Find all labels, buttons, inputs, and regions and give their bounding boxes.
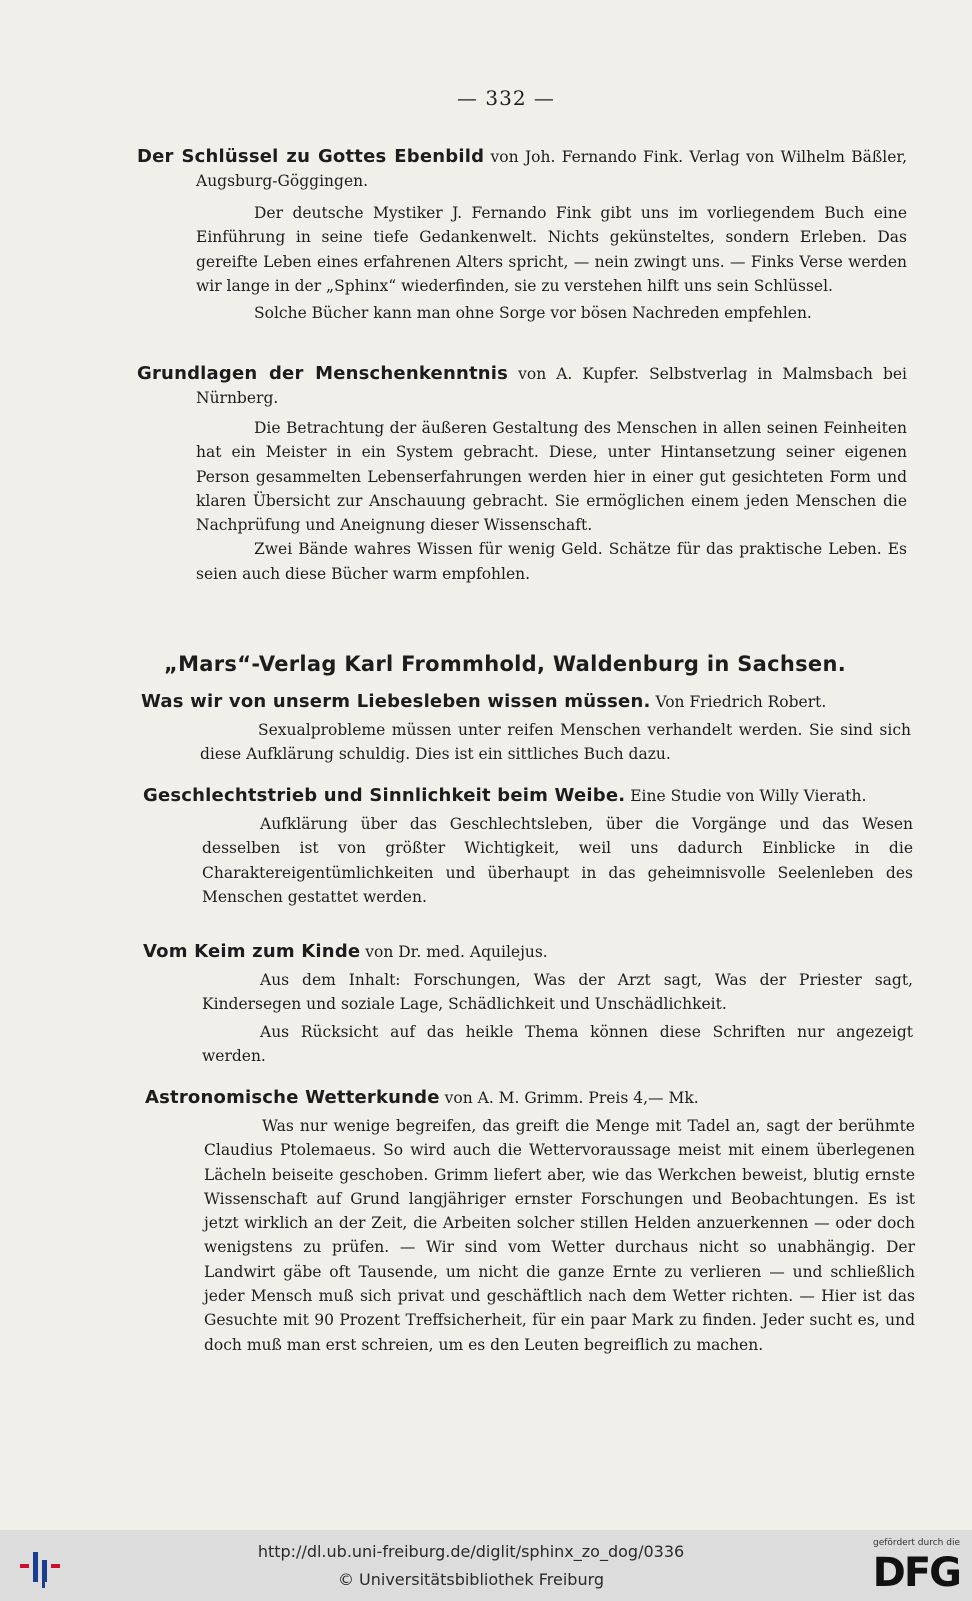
review-paragraph: Die Betrachtung der äußeren Gestaltung des Menschen in allen seinen Feinheiten hat ein Meister in ein System gebracht. Diese, unter Hintansetzung seiner eigenen Person gesammelten Lebenserfahrungen werden hier in einer gut gesichteten Form und klaren Übersicht zur Anschauung gebracht. Sie ermöglichen einem jeden Menschen die Nachprüfung und Aneignung dieser Wissenschaft. <box>196 419 907 535</box>
dfg-logo-text: DFG <box>872 1550 960 1596</box>
entry-heading <box>145 1086 915 1110</box>
book-meta: von A. M. Grimm. Preis 4,— Mk. <box>444 1089 699 1107</box>
review-paragraph: Sexualprobleme müssen unter reifen Menschen verhandelt werden. Sie sind sich diese Aufklärung schuldig. Dies ist ein sittliches Buch dazu. <box>200 721 911 764</box>
book-title: Vom Keim zum Kinde <box>143 941 361 962</box>
book-entry <box>137 362 907 586</box>
book-entry <box>137 145 907 325</box>
review-paragraph: Aus Rücksicht auf das heikle Thema können diese Schriften nur angezeigt werden. <box>202 1022 913 1065</box>
page-number: — 332 — <box>457 86 555 110</box>
book-entry <box>141 690 911 767</box>
publisher-heading: „Mars“-Verlag Karl Frommhold, Waldenburg in Sachsen. <box>164 652 847 676</box>
review-paragraph: Aus dem Inhalt: Forschungen, Was der Arzt sagt, Was der Priester sagt, Kindersegen und soziale Lage, Schädlichkeit und Unschädlichkeit. <box>202 971 913 1014</box>
book-meta: Von Friedrich Robert. <box>655 693 827 711</box>
review-paragraph: Der deutsche Mystiker J. Fernando Fink gibt uns im vorliegendem Buch eine Einführung in seine tiefe Gedankenwelt. Nichts gekünsteltes, sondern Erleben. Das gereifte Leben eines erfahrenen Alters spricht, — nein zwingt uns. — Finks Verse werden wir lange in der „Sphinx“ wiederfinden, sie zu verstehen hilft uns sein Schlüssel. <box>196 204 907 295</box>
entry-heading <box>143 940 913 964</box>
entry-heading <box>141 690 911 714</box>
book-entry <box>145 1086 915 1357</box>
entry-heading <box>137 145 907 193</box>
book-meta: von A. Kupfer. Selbstverlag in Malmsbach bei Nürnberg. <box>196 365 907 407</box>
review-paragraph: Aufklärung über das Geschlechtsleben, über die Vorgänge und das Wesen desselben ist von größter Wichtigkeit, weil uns dadurch Einblicke in die Charaktereigentümlichkeiten und überhaupt in das geheimnisvolle Seelenleben des Menschen gestattet werden. <box>202 815 913 906</box>
book-title: Grundlagen der Menschenkenntnis <box>137 363 509 384</box>
book-title: Der Schlüssel zu Gottes Ebenbild <box>137 146 485 167</box>
copyright-text: © Universitätsbibliothek Freiburg <box>337 1570 605 1589</box>
book-title: Astronomische Wetterkunde <box>145 1087 440 1108</box>
book-meta: von Dr. med. Aquilejus. <box>365 943 548 961</box>
review-paragraph: Was nur wenige begreifen, das greift die Menge mit Tadel an, sagt der berühmte Claudius Ptolemaeus. So wird auch die Wettervoraussage meist mit einem überlegenen Lächeln beiseite geschoben. Grimm liefert aber, wie das Werkchen beweist, blutig ernste Wissenschaft auf Grund langjähriger ernster Forschungen und Beobachtungen. Es ist jetzt wirklich an der Zeit, die Arbeiten solcher stillen Helden anzuerkennen — oder doch wenigstens zu prüfen. — Wir sind vom Wetter durchaus nicht so unabhängig. Der Landwirt gäbe oft Tausende, um nicht die ganze Ernte zu verlieren — und schließlich jeder Mensch muß sich privat und geschäftlich nach dem Wetter richten. — Hier ist das Gesuchte mit 90 Prozent Treffsicherheit, für ein paar Mark zu finden. Jeder sucht es, und doch muß man erst schreien, um es den Leuten begreiflich zu machen. <box>204 1117 915 1354</box>
dfg-sponsor-logo[interactable] <box>856 1538 966 1596</box>
book-meta: von Joh. Fernando Fink. Verlag von Wilhelm Bäßler, Augsburg-Göggingen. <box>196 148 908 190</box>
viewer-footer <box>0 1530 972 1601</box>
review-paragraph: Solche Bücher kann man ohne Sorge vor bösen Nachreden empfehlen. <box>254 304 812 323</box>
book-entry <box>143 784 913 909</box>
book-title: Geschlechtstrieb und Sinnlichkeit beim Weibe. <box>143 785 626 806</box>
review-paragraph: Zwei Bände wahres Wissen für wenig Geld. Schätze für das praktische Leben. Es seien auch diese Bücher warm empfohlen. <box>196 540 907 583</box>
sponsor-caption: gefördert durch die <box>873 1538 960 1548</box>
book-entry <box>143 940 913 1068</box>
entry-heading <box>137 362 907 410</box>
entry-heading <box>143 784 913 808</box>
document-url-link[interactable]: http://dl.ub.uni-freiburg.de/diglit/sphinx_zo_dog/0336 <box>257 1542 685 1561</box>
book-title: Was wir von unserm Liebesleben wissen müssen. <box>141 691 651 712</box>
book-meta: Eine Studie von Willy Vierath. <box>630 787 867 805</box>
